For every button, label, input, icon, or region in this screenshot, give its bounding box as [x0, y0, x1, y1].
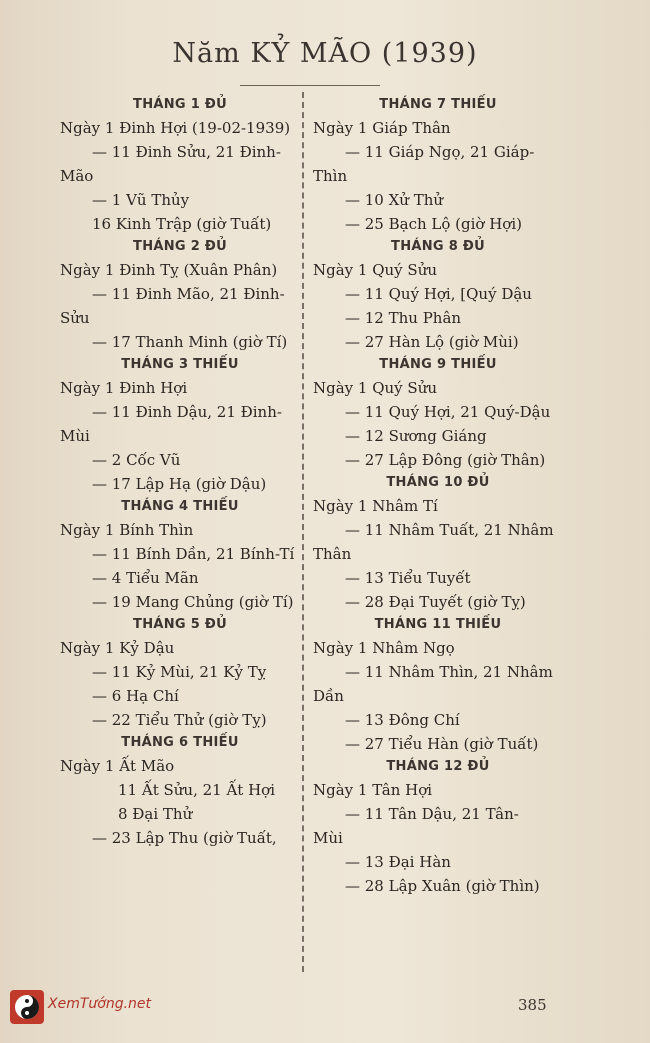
calendar-entry: — 13 Đông Chí: [345, 711, 460, 729]
calendar-entry: — 11 Bính Dần, 21 Bính-Tí: [92, 545, 295, 563]
calendar-entry: — 11 Giáp Ngọ, 21 Giáp-: [345, 143, 535, 161]
calendar-entry: Mùi: [313, 829, 343, 847]
calendar-entry: Dần: [313, 687, 344, 705]
month-heading: THÁNG 10 ĐỦ: [386, 475, 490, 490]
calendar-entry: — 17 Lập Hạ (giờ Dậu): [92, 475, 267, 493]
calendar-entry: — 10 Xử Thử: [345, 191, 444, 209]
calendar-entry: Ngày 1 Tân Hợi: [313, 781, 433, 799]
calendar-entry: — 13 Đại Hàn: [345, 853, 451, 871]
calendar-entry: Sửu: [60, 309, 90, 327]
yin-yang-icon: [10, 990, 44, 1024]
calendar-entry: Mùi: [60, 427, 90, 445]
calendar-entry: — 1 Vũ Thủy: [92, 191, 190, 209]
calendar-entry: — 27 Tiểu Hàn (giờ Tuất): [345, 735, 539, 753]
calendar-entry: — 19 Mang Chủng (giờ Tí): [92, 593, 294, 611]
month-heading: THÁNG 2 ĐỦ: [133, 239, 227, 254]
calendar-entry: Ngày 1 Đinh Tỵ (Xuân Phân): [60, 261, 278, 279]
calendar-entry: — 13 Tiểu Tuyết: [345, 569, 471, 587]
page-number: 385: [518, 996, 547, 1014]
month-heading: THÁNG 12 ĐỦ: [386, 759, 490, 774]
calendar-entry: — 11 Nhâm Thìn, 21 Nhâm: [345, 663, 553, 681]
calendar-entry: 16 Kinh Trập (giờ Tuất): [92, 215, 272, 233]
calendar-entry: — 27 Hàn Lộ (giờ Mùi): [345, 333, 519, 351]
calendar-entry: — 17 Thanh Minh (giờ Tí): [92, 333, 288, 351]
calendar-entry: — 11 Kỷ Mùi, 21 Kỷ Tỵ: [92, 663, 267, 681]
calendar-entry: — 25 Bạch Lộ (giờ Hợi): [345, 215, 522, 233]
calendar-entry: Ngày 1 Quý Sửu: [313, 261, 438, 279]
title-underline: [240, 85, 380, 86]
calendar-entry: Ngày 1 Đinh Hợi (19-02-1939): [60, 119, 291, 137]
month-heading: THÁNG 1 ĐỦ: [133, 97, 227, 112]
page-title: Năm KỶ MÃO (1939): [172, 38, 478, 69]
calendar-entry: Ngày 1 Nhâm Tí: [313, 497, 438, 515]
calendar-entry: — 11 Quý Hợi, [Quý Dậu: [345, 285, 532, 303]
calendar-entry: Ngày 1 Bính Thìn: [60, 521, 194, 539]
left-column: [60, 94, 300, 850]
calendar-entry: Ngày 1 Ất Mão: [60, 757, 175, 775]
calendar-entry: — 11 Tân Dậu, 21 Tân-: [345, 805, 519, 823]
calendar-entry: — 27 Lập Đông (giờ Thân): [345, 451, 546, 469]
month-heading: THÁNG 4 THIẾU: [121, 499, 239, 514]
calendar-entry: — 28 Đại Tuyết (giờ Tỵ): [345, 593, 526, 611]
calendar-entry: Mão: [60, 167, 94, 185]
calendar-entry: Ngày 1 Giáp Thân: [313, 119, 451, 137]
calendar-entry: — 2 Cốc Vũ: [92, 451, 181, 469]
month-heading: THÁNG 6 THIẾU: [121, 735, 239, 750]
calendar-entry: — 12 Sương Giáng: [345, 427, 487, 445]
calendar-entry: — 6 Hạ Chí: [92, 687, 179, 705]
month-heading: THÁNG 11 THIẾU: [374, 617, 502, 632]
watermark-brand: XemTướng.net: [48, 996, 152, 1012]
calendar-entry: — 28 Lập Xuân (giờ Thìn): [345, 877, 540, 895]
month-heading: THÁNG 5 ĐỦ: [133, 617, 227, 632]
column-divider: [302, 92, 304, 972]
calendar-entry: Ngày 1 Quý Sửu: [313, 379, 438, 397]
month-heading: THÁNG 8 ĐỦ: [391, 239, 485, 254]
calendar-entry: Ngày 1 Kỷ Dậu: [60, 639, 175, 657]
calendar-entry: — 4 Tiểu Mãn: [92, 569, 199, 587]
month-heading: THÁNG 7 THIẾU: [379, 97, 497, 112]
calendar-entry: Thân: [313, 545, 352, 563]
calendar-entry: Ngày 1 Đinh Hợi: [60, 379, 188, 397]
month-heading: THÁNG 3 THIẾU: [121, 357, 239, 372]
calendar-entry: — 23 Lập Thu (giờ Tuất,: [92, 829, 277, 847]
calendar-entry: — 11 Nhâm Tuất, 21 Nhâm: [345, 521, 554, 539]
calendar-entry: — 11 Đinh Dậu, 21 Đinh-: [92, 403, 282, 421]
calendar-entry: — 11 Quý Hợi, 21 Quý-Dậu: [345, 403, 551, 421]
calendar-entry: Thìn: [313, 167, 348, 185]
calendar-entry: 11 Ất Sửu, 21 Ất Hợi: [118, 781, 276, 799]
calendar-entry: Ngày 1 Nhâm Ngọ: [313, 639, 455, 657]
calendar-entry: — 22 Tiểu Thử (giờ Tỵ): [92, 711, 267, 729]
calendar-entry: 8 Đại Thử: [118, 805, 193, 823]
calendar-entry: — 11 Đinh Mão, 21 Đinh-: [92, 285, 285, 303]
month-heading: THÁNG 9 THIẾU: [379, 357, 497, 372]
calendar-entry: — 11 Đinh Sửu, 21 Đinh-: [92, 143, 281, 161]
right-column: [313, 94, 563, 898]
calendar-entry: — 12 Thu Phân: [345, 309, 462, 327]
